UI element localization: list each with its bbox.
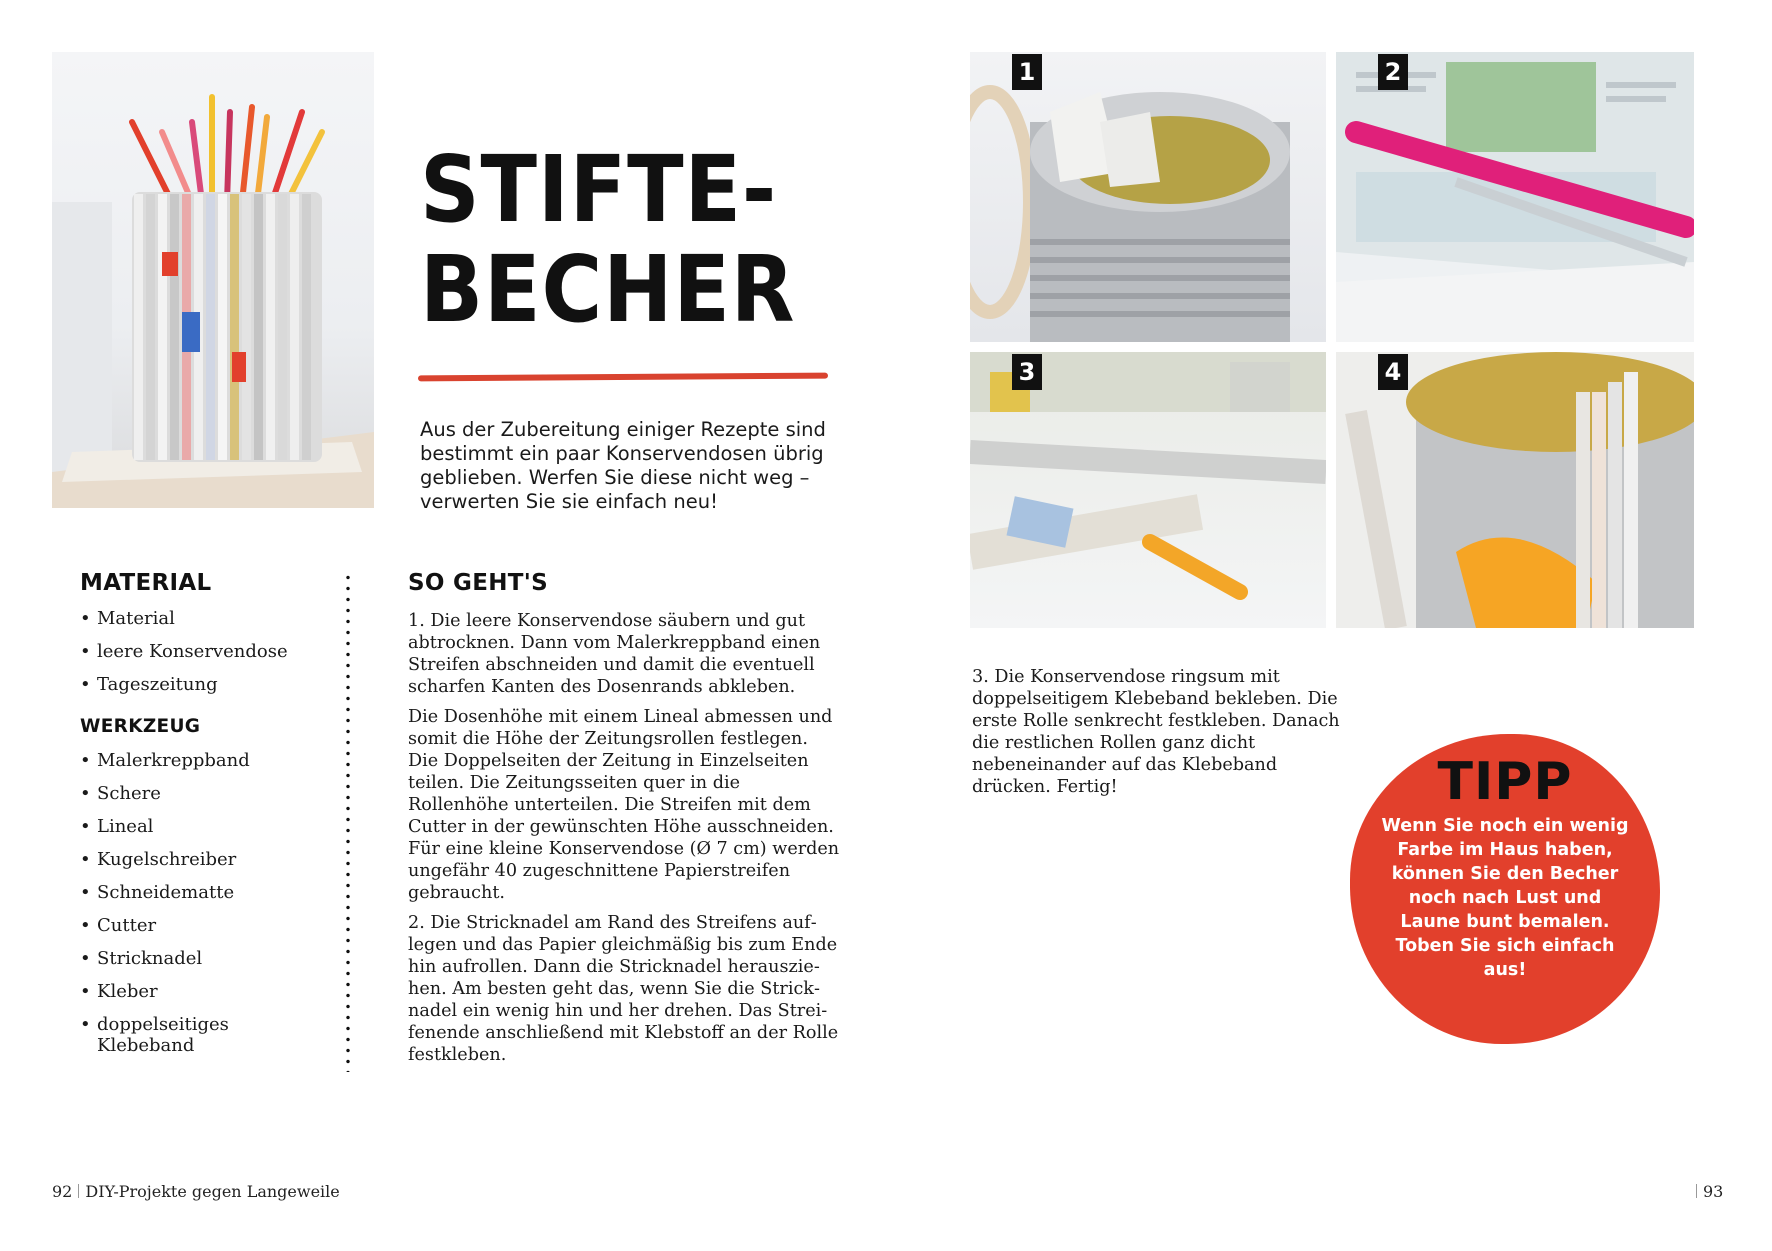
title-line-1: STIFTE-: [420, 136, 778, 243]
instruction-paragraph: 1. Die leere Konservendose säubern und gut abtrocknen. Dann vom Malerkreppband einen Streifen abschneiden und damit die eventuell scharfen Kanten des Dosenrands abkleben.: [408, 611, 821, 697]
footer-separator: [78, 1184, 79, 1198]
hero-photo-pencil-cup: [52, 52, 374, 508]
list-item: • Malerkreppband: [80, 750, 330, 771]
page-title: [420, 136, 798, 343]
werkzeug-list: [80, 750, 330, 1068]
so-gehts-heading: SO GEHT'S: [408, 570, 548, 596]
list-item: • doppelseitiges Klebeband: [80, 1014, 247, 1056]
list-item: • Kugelschreiber: [80, 849, 330, 870]
instructions: [408, 610, 840, 1074]
pencil-cup-illustration: [52, 52, 374, 508]
list-item: • Cutter: [80, 915, 330, 936]
werkzeug-heading: WERKZEUG: [80, 716, 201, 737]
page-number-right: 93: [1703, 1182, 1724, 1201]
list-item: • Tageszeitung: [80, 674, 330, 695]
list-item: • Schere: [80, 783, 330, 804]
list-item: • Stricknadel: [80, 948, 330, 969]
footer-separator: [1696, 1184, 1697, 1198]
list-item: • Material: [80, 608, 330, 629]
list-item: • Lineal: [80, 816, 330, 837]
step-photo-4: [1336, 352, 1694, 628]
instruction-paragraph: Die Dosenhöhe mit einem Lineal abmessen und somit die Höhe der Zeitungsrollen festlegen. Die Doppelseiten der Zeitung in Einzelseiten teilen. Die Zeitungsseiten quer in die Rollenhöhe unterteilen. Die Streifen mit dem Cutter in der gewünschten Höhe ausschneiden. Für eine kleine Konservendose (Ø 7 cm) werden ungefähr 40 zugeschnittene Papierstreifen gebraucht.: [408, 707, 840, 903]
intro-text: Aus der Zubereitung einiger Rezepte sind bestimmt ein paar Konservendosen übrig geblieben. Werfen Sie diese nicht weg – verwerten Sie sie einfach neu!: [420, 418, 826, 513]
can-with-rolls-illustration: [1336, 352, 1694, 628]
step-3-text: [972, 666, 1342, 798]
step-badge-3: 3: [1012, 354, 1042, 390]
step-photo-2: [1336, 52, 1694, 342]
dotted-divider: [346, 572, 350, 1072]
title-underline: [418, 373, 828, 382]
instruction-paragraph: 2. Die Stricknadel am Rand des Streifens auflegen und das Papier gleichmäßig bis zum Ende hin aufrollen. Dann die Stricknadel herausziehen. Am besten geht das, wenn Sie die Stricknadel ein wenig hin und her drehen. Das Streifenende anschließend mit Klebstoff an der Rolle festkleben.: [408, 913, 839, 1065]
book-title: DIY-Projekte gegen Langeweile: [85, 1182, 340, 1201]
page-number-left: 92: [52, 1182, 73, 1201]
step-badge-4: 4: [1378, 354, 1408, 390]
footer-right: [1696, 1182, 1723, 1201]
newspaper-pen-illustration: [1336, 52, 1694, 342]
tin-can-illustration: [970, 52, 1326, 342]
material-list: [80, 608, 330, 707]
title-line-2: BECHER: [420, 236, 796, 343]
tipp-title: TIPP: [1437, 752, 1573, 812]
list-item: • leere Konservendose: [80, 641, 330, 662]
tipp-text: Wenn Sie noch ein wenig Farbe im Haus haben, können Sie den Becher noch nach Lust und Laune bunt bemalen. Toben Sie sich einfach aus!: [1381, 816, 1629, 980]
footer-left: [52, 1182, 340, 1201]
material-heading: MATERIAL: [80, 570, 212, 596]
step-photo-3: [970, 352, 1326, 628]
step-badge-2: 2: [1378, 54, 1408, 90]
instruction-paragraph: 3. Die Konservendose ringsum mit doppelseitigem Klebeband bekleben. Die erste Rolle senkrecht festkleben. Danach die restlichen Rollen ganz dicht nebeneinander auf das Klebeband drücken. Fertig!: [972, 667, 1340, 797]
paper-roll-illustration: [970, 352, 1326, 628]
list-item: • Kleber: [80, 981, 330, 1002]
step-photo-1: [970, 52, 1326, 342]
list-item: • Schneidematte: [80, 882, 330, 903]
step-badge-1: 1: [1012, 54, 1042, 90]
